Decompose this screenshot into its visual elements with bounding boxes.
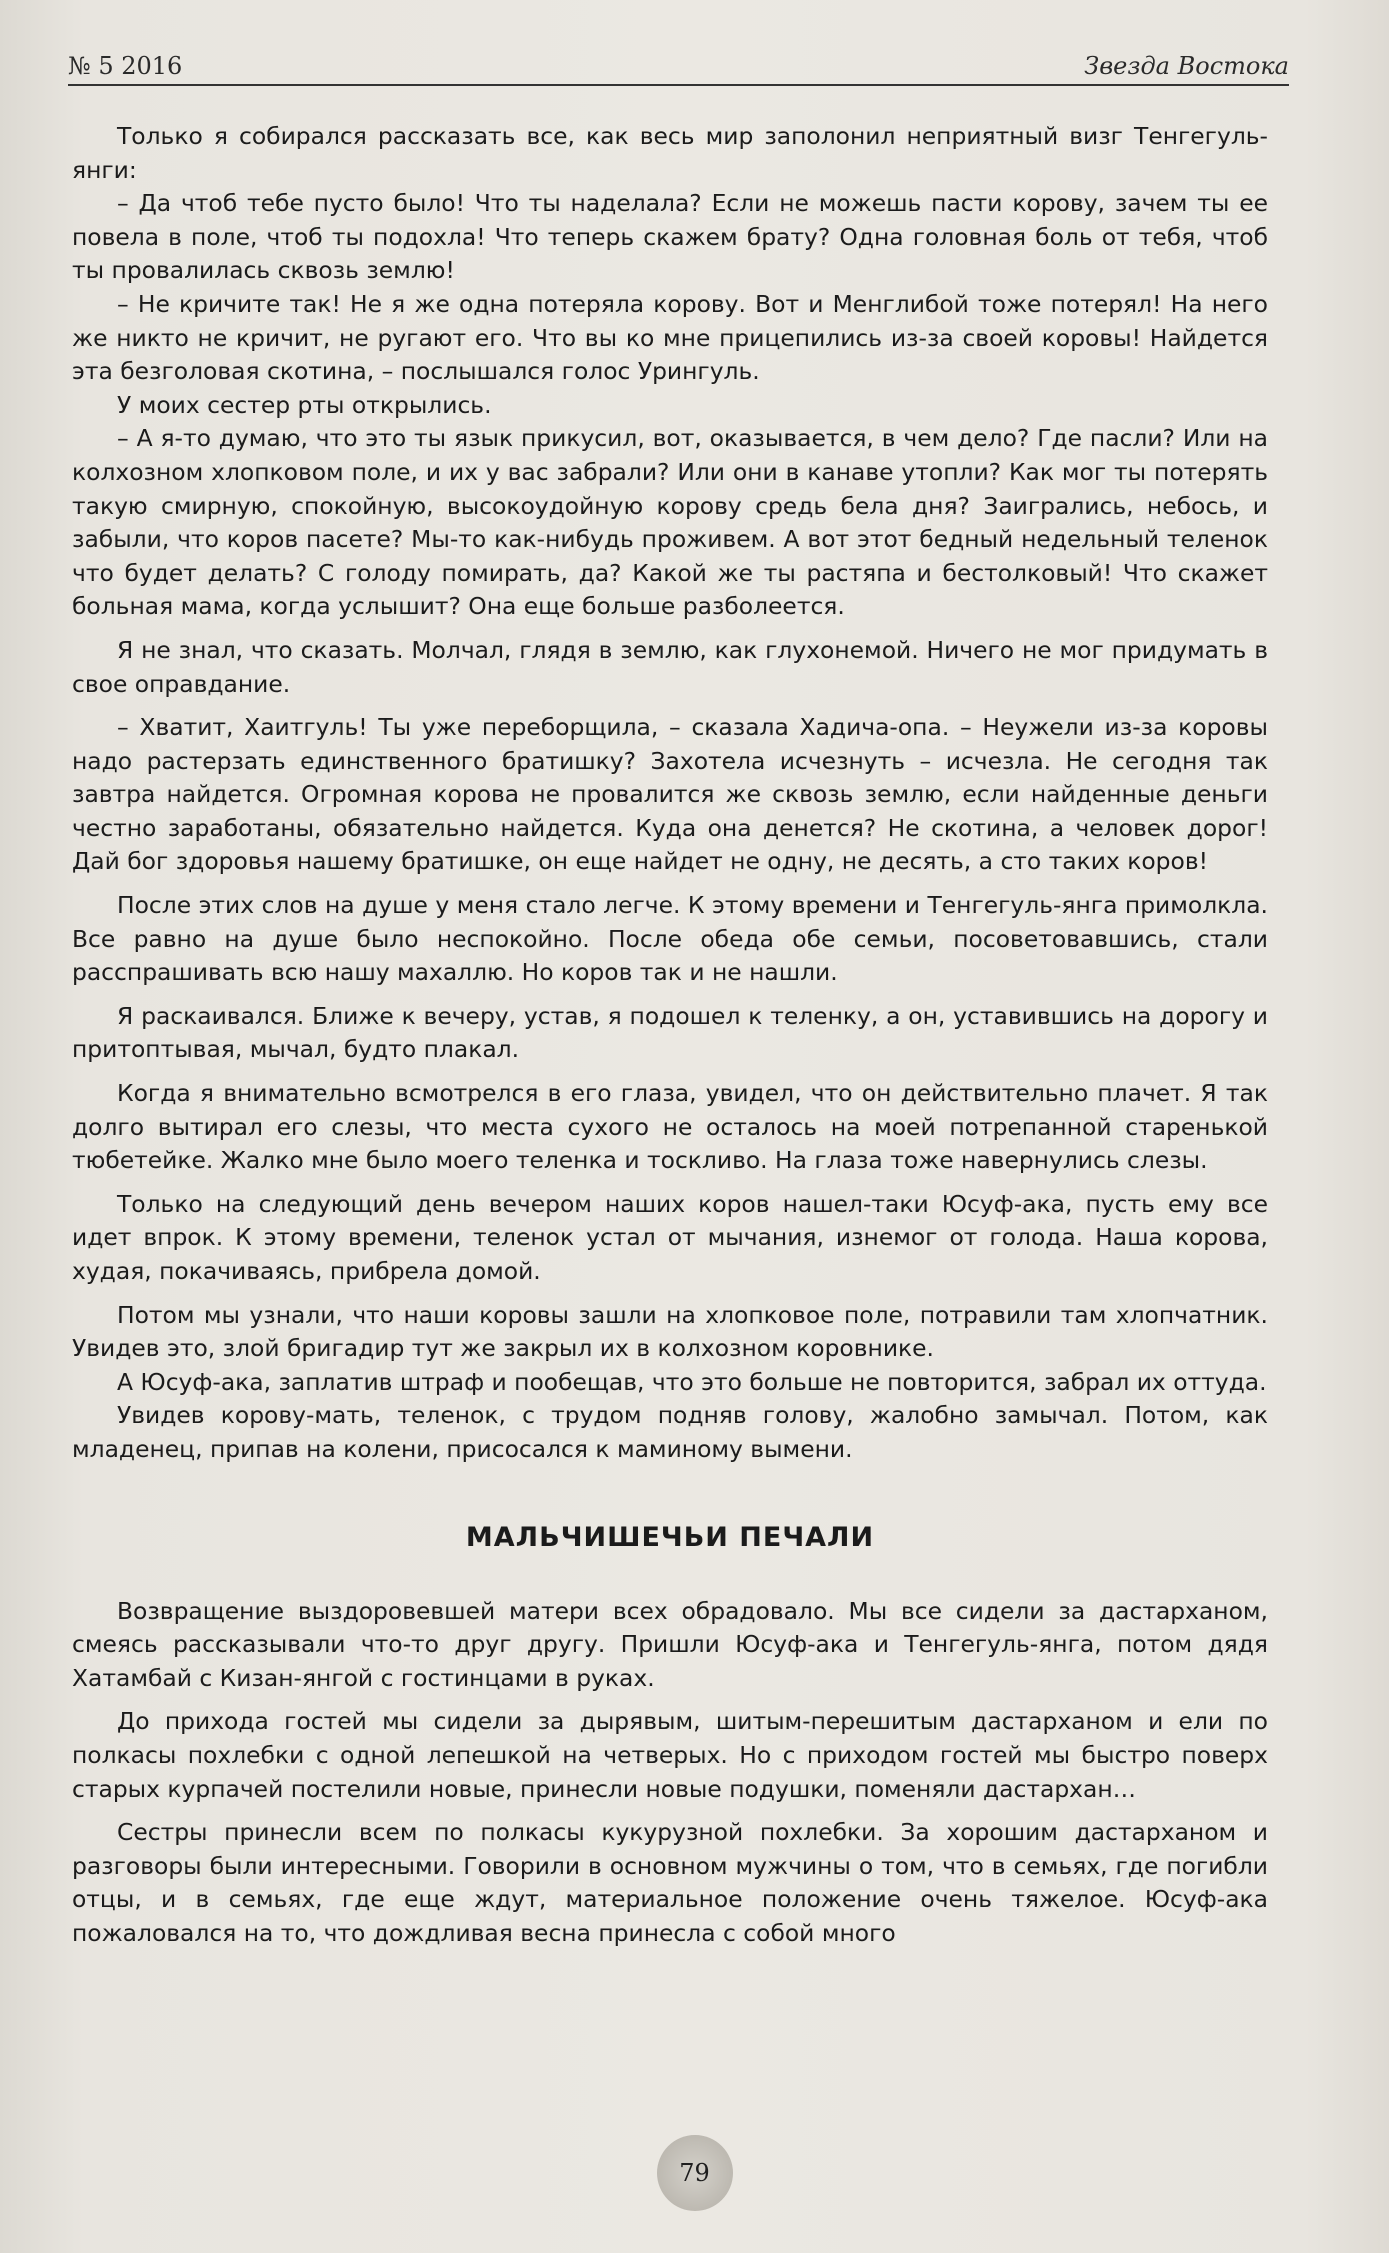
issue-number: № 5 2016	[68, 52, 183, 80]
paragraph: У моих сестер рты открылись.	[117, 390, 492, 419]
page-number: 79	[657, 2135, 733, 2211]
paragraph: – Хватит, Хаитгуль! Ты уже переборщила, – сказала Хадича-опа. – Неужели из-за коровы надо растерзать единственного братишку? Захотела исчезнуть – исчезла. Не сегодня так завтра найдется. Огромная корова не провалится же сквозь землю, если найденные деньги честно заработаны, обязательно найдется. Куда она денется? Не скотина, а человек дорог! Дай бог здоровья нашему братишке, он еще найдет не одну, не десять, а сто таких коров!	[72, 713, 1268, 876]
paragraph: Только я собирался рассказать все, как весь мир заполонил неприятный визг Тенгегуль-янги:	[72, 122, 1268, 184]
paragraph: Я не знал, что сказать. Молчал, глядя в землю, как глухонемой. Ничего не мог придумать в свое оправдание.	[72, 635, 1268, 698]
paragraph: Когда я внимательно всмотрелся в его глаза, увидел, что он действительно плачет. Я так долго вытирал его слезы, что места сухого не осталось на моей потрепанной старенькой тюбетейке. Жалко мне было моего теленка и тоскливо. На глаза тоже навернулись слезы.	[72, 1079, 1268, 1175]
article-body	[72, 120, 1268, 1951]
paragraph: – А я-то думаю, что это ты язык прикусил, вот, оказывается, в чем дело? Где пасли? Или на колхозном хлопковом поле, и их у вас забрали? Или они в канаве утопли? Как мог ты потерять такую смирную, спокойную, высокоудойную корову средь бела дня? Заигрались, небось, и забыли, что коров пасете? Мы-то как-нибудь проживем. А вот этот бедный недельный теленок что будет делать? С голоду помирать, да? Какой же ты растяпа и бестолковый! Что скажет больная мама, когда услышит? Она еще больше разболеется.	[72, 424, 1268, 621]
running-header	[68, 48, 1289, 86]
page-footer	[0, 2135, 1389, 2211]
paragraph: Только на следующий день вечером наших коров нашел-таки Юсуф-ака, пусть ему все идет впрок. К этому времени, теленок устал от мычания, изнемог от голода. Наша корова, худая, покачиваясь, прибрела домой.	[72, 1189, 1268, 1285]
paragraph: До прихода гостей мы сидели за дырявым, шитым-перешитым дастарханом и ели по полкасы похлебки с одной лепешкой на четверых. Но с приходом гостей мы быстро поверх старых курпачей постелили новые, принесли новые подушки, поменяли дастархан…	[72, 1707, 1268, 1803]
paragraph: А Юсуф-ака, заплатив штраф и пообещав, что это больше не повторится, забрал их оттуда.	[117, 1367, 1267, 1396]
paragraph: – Не кричите так! Не я же одна потеряла корову. Вот и Менглибой тоже потерял! На него же никто не кричит, не ругают его. Что вы ко мне прицепились из-за своей коровы! Найдется эта безголовая скотина, – послышался голос Урингуль.	[72, 289, 1268, 386]
paragraph: Потом мы узнали, что наши коровы зашли на хлопковое поле, потравили там хлопчатник. Увидев это, злой бригадир тут же закрыл их в колхозном коровнике.	[72, 1300, 1268, 1363]
paragraph: Возвращение выздоровевшей матери всех обрадовало. Мы все сидели за дастарханом, смеясь рассказывали что-то друг другу. Пришли Юсуф-ака и Тенгегуль-янга, потом дядя Хатамбай с Кизан-янгой с гостинцами в руках.	[72, 1596, 1268, 1692]
journal-title: Звезда Востока	[1084, 52, 1289, 80]
paragraph: После этих слов на душе у меня стало легче. К этому времени и Тенгегуль-янга примолкла. Все равно на душе было неспокойно. После обеда обе семьи, посоветовавшись, стали расспрашивать всю нашу махаллю. Но коров так и не нашли.	[72, 891, 1268, 987]
paragraph: Я раскаивался. Ближе к вечеру, устав, я подошел к теленку, а он, уставившись на дорогу и притоптывая, мычал, будто плакал.	[72, 1001, 1268, 1064]
paragraph: Сестры принесли всем по полкасы кукурузной похлебки. За хорошим дастарханом и разговоры были интересными. Говорили в основном мужчины о том, что в семьях, где погибли отцы, и в семьях, где еще ждут, материальное положение очень тяжелое. Юсуф-ака пожаловался на то, что дождливая весна принесла с собой много	[72, 1818, 1268, 1947]
section-title: МАЛЬЧИШЕЧЬИ ПЕЧАЛИ	[465, 1521, 875, 1553]
paragraph: – Да чтоб тебе пусто было! Что ты наделала? Если не можешь пасти корову, зачем ты ее повела в поле, чтоб ты подохла! Что теперь скажем брату? Одна головная боль от тебя, чтоб ты провалилась сквозь землю!	[72, 189, 1268, 285]
paragraph: Увидев корову-мать, теленок, с трудом подняв голову, жалобно замычал. Потом, как младенец, припав на колени, присосался к маминому вымени.	[72, 1401, 1268, 1463]
